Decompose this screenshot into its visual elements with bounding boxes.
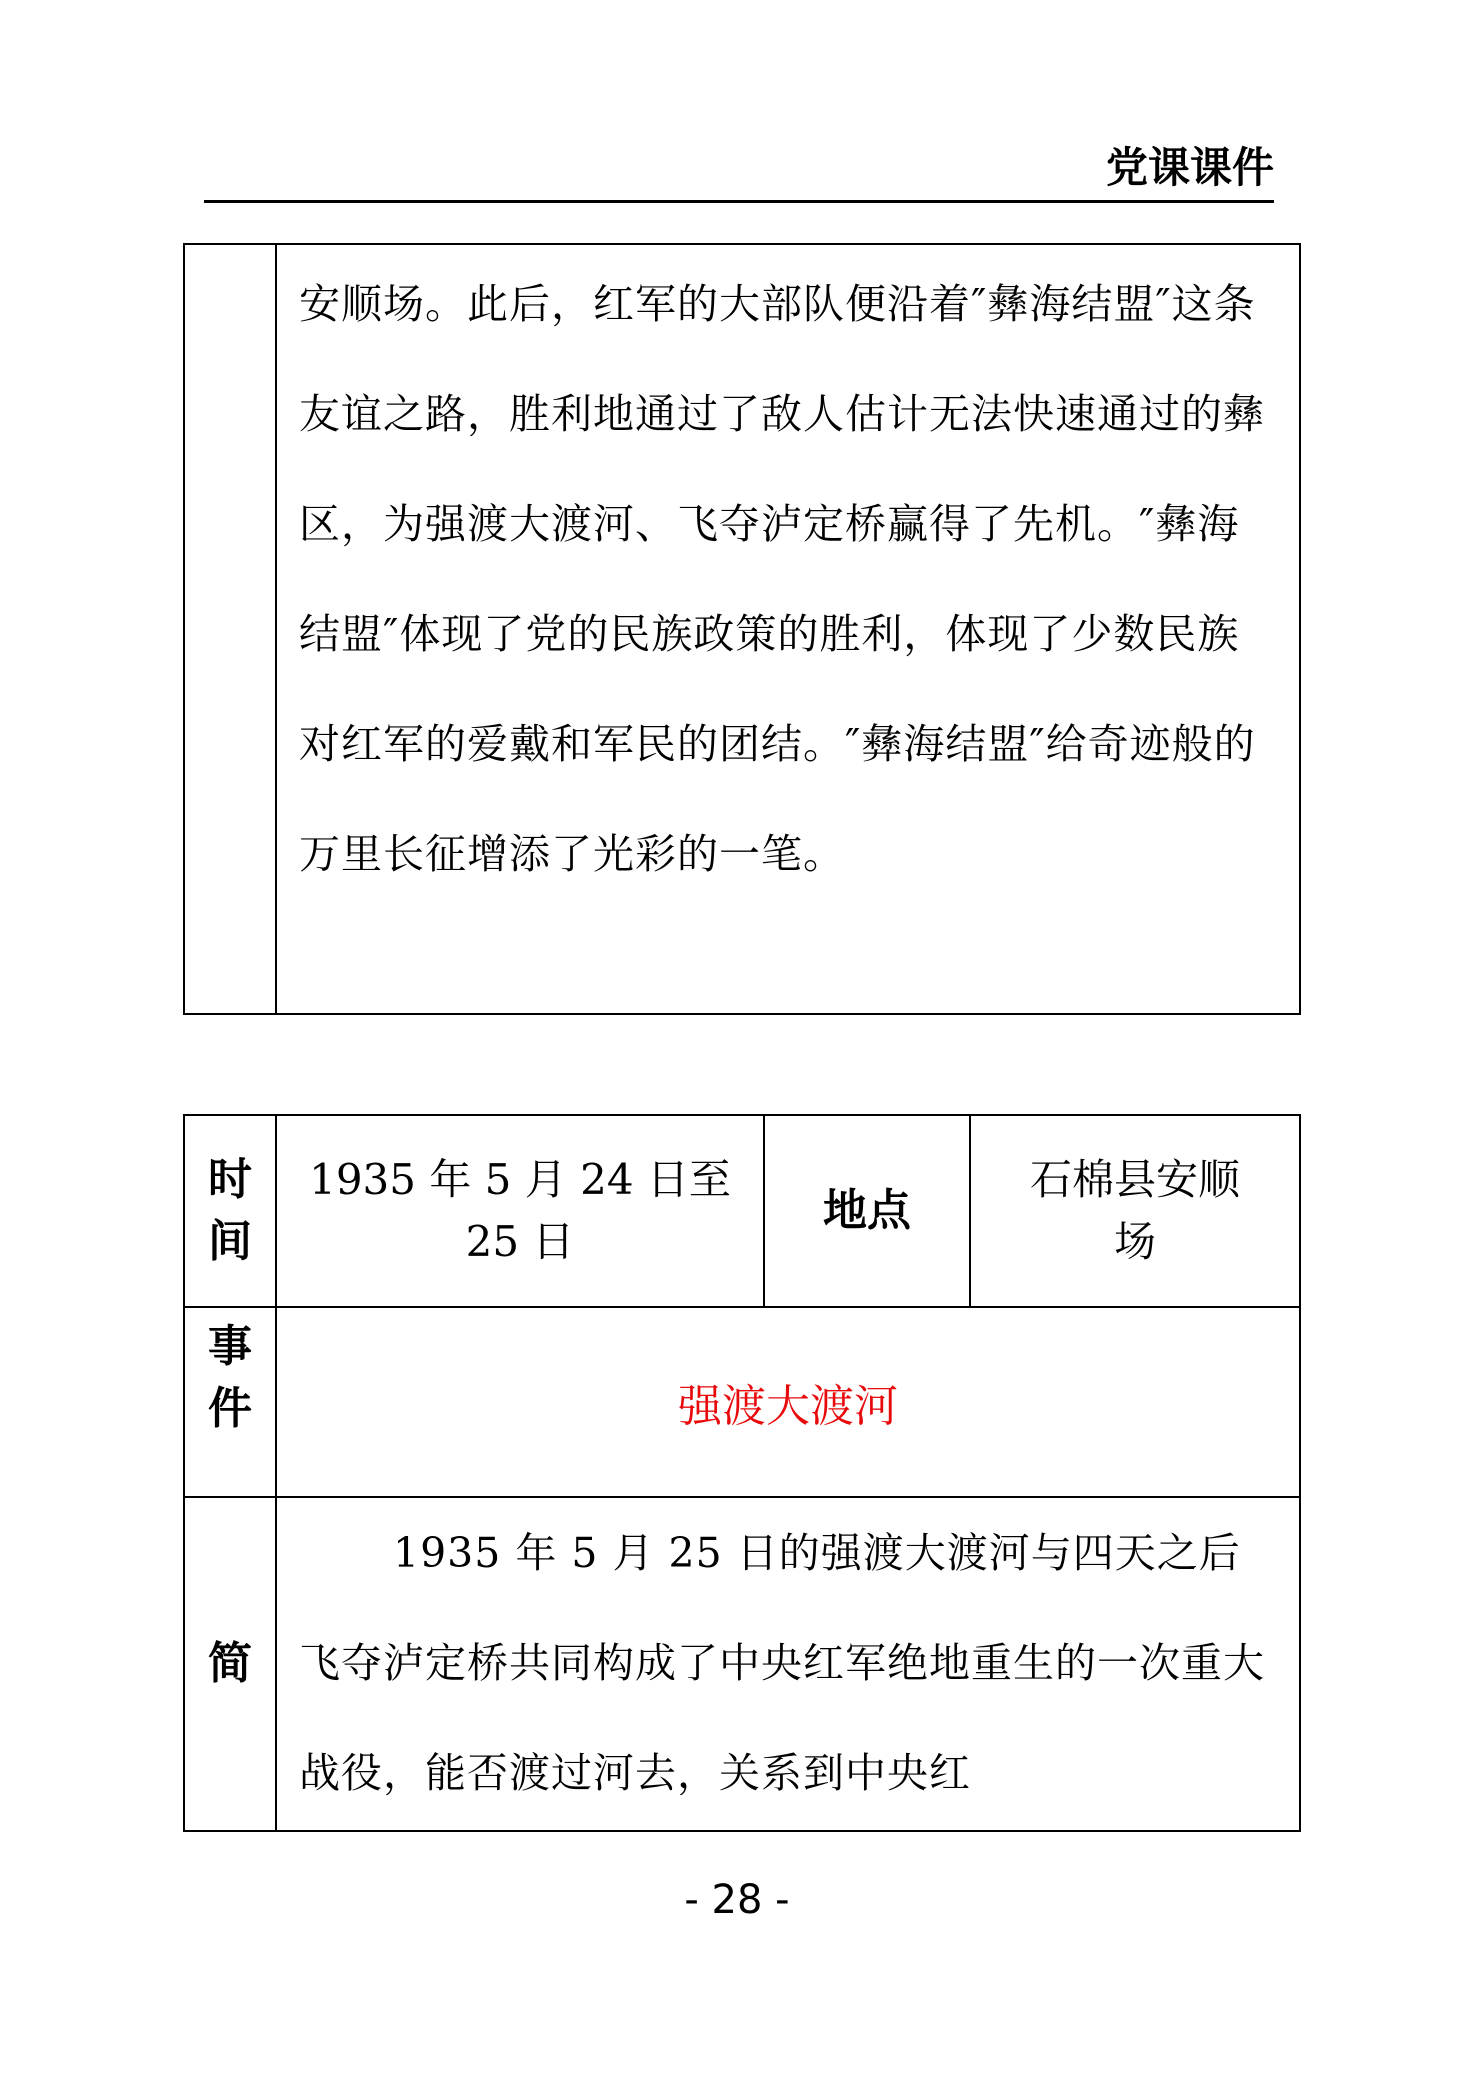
time-value-line-1: 1935 年 5 月 24 日至: [309, 1155, 731, 1204]
summary-text-cell: [276, 1497, 1300, 1831]
event-label: [184, 1307, 276, 1497]
time-label: [184, 1115, 276, 1307]
time-label-char-1: 时: [208, 1154, 252, 1205]
page-number: - 28 -: [684, 1877, 790, 1923]
header-title: 党课课件: [1105, 143, 1274, 192]
event-title: 强渡大渡河: [276, 1307, 1300, 1497]
summary-label: 简: [184, 1497, 276, 1831]
place-label: 地点: [764, 1115, 970, 1307]
continuation-label-cell: [184, 244, 276, 1014]
header-rule: [204, 200, 1274, 203]
summary-row: [184, 1497, 1300, 1831]
time-value: [276, 1115, 764, 1307]
time-label-char-2: 间: [208, 1216, 252, 1267]
continuation-text-cell: [276, 244, 1300, 1014]
event-row: [184, 1307, 1300, 1497]
place-value: [970, 1115, 1300, 1307]
place-value-line-2: 场: [1113, 1217, 1156, 1266]
event-label-char-1: 事: [208, 1321, 252, 1372]
continuation-table: [183, 243, 1301, 1015]
time-value-line-2: 25 日: [465, 1217, 575, 1266]
summary-paragraph: 1935 年 5 月 25 日的强渡大渡河与四天之后飞夺泸定桥共同构成了中央红军绝地重生的一次重大战役，能否渡过河去，关系到中央红: [299, 1529, 1265, 1797]
event-label-char-2: 件: [208, 1383, 252, 1434]
place-value-line-1: 石棉县安顺: [1029, 1155, 1240, 1204]
time-place-row: [184, 1115, 1300, 1307]
continuation-paragraph: 安顺场。此后，红军的大部队便沿着″彝海结盟″这条友谊之路，胜利地通过了敌人估计无法快速通过的彝区，为强渡大渡河、飞夺泸定桥赢得了先机。″彝海结盟″体现了党的民族政策的胜利，体现了少数民族对红军的爱戴和军民的团结。″彝海结盟″给奇迹般的万里长征增添了光彩的一笔。: [299, 280, 1265, 878]
event-record-table: [183, 1114, 1301, 1832]
